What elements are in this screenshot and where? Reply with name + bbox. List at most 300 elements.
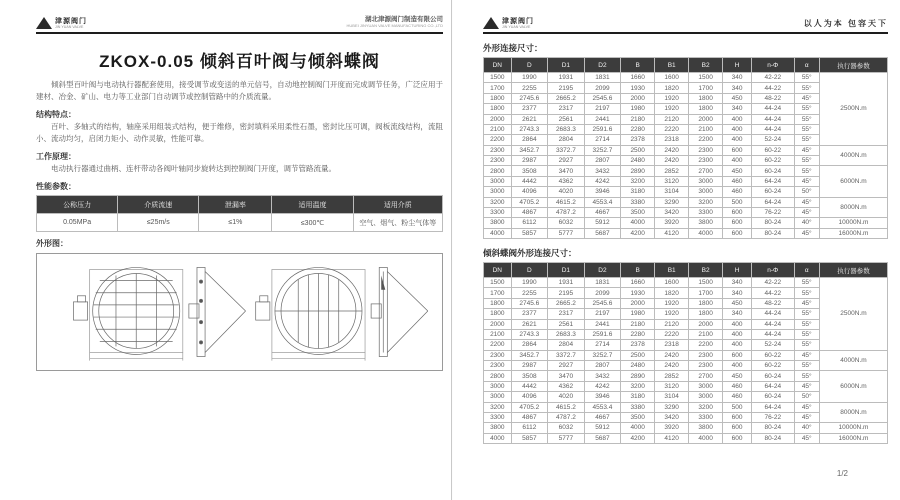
table-cell: 4667 <box>584 207 621 217</box>
table-cell: 44-24 <box>752 319 794 329</box>
table-cell: 1930 <box>621 288 655 298</box>
table-cell: 3200 <box>689 402 723 412</box>
table-cell: 4615.2 <box>548 402 585 412</box>
table-cell: 2300 <box>484 145 512 155</box>
table-cell: 2300 <box>484 156 512 166</box>
table-cell: 2683.3 <box>548 329 585 339</box>
table-cell: 55° <box>794 104 819 114</box>
table-cell: 340 <box>723 309 752 319</box>
table-cell: 2280 <box>621 124 655 134</box>
table-cell: 2807 <box>584 156 621 166</box>
company-subtitle: HUBEI JINYUAN VALVE MANUFACTURING CO.,LTD <box>346 23 443 29</box>
table-cell: 2180 <box>621 319 655 329</box>
table-cell: 3500 <box>621 207 655 217</box>
table-cell: 3470 <box>548 371 585 381</box>
table-cell: 2683.3 <box>548 124 585 134</box>
table-cell: 44-24 <box>752 329 794 339</box>
table-cell: 2420 <box>655 350 689 360</box>
table-cell: 450 <box>723 93 752 103</box>
table-cell: 2300 <box>689 145 723 155</box>
table-cell: 4553.4 <box>584 402 621 412</box>
table-cell: 3500 <box>621 412 655 422</box>
table-cell: 80-24 <box>752 228 794 238</box>
table-cell: 340 <box>723 104 752 114</box>
table-cell: 3200 <box>689 197 723 207</box>
table-cell: 2000 <box>484 114 512 124</box>
table-cell: 60-22 <box>752 350 794 360</box>
logo-text-block <box>502 18 534 29</box>
table-cell: 2561 <box>548 114 585 124</box>
table-cell: 2000 <box>484 319 512 329</box>
actuator-parameter-cell: 2500N.m <box>819 278 887 351</box>
table-cell: 4705.2 <box>511 402 548 412</box>
table-row <box>484 433 888 443</box>
table-cell: 2743.3 <box>511 124 548 134</box>
table-cell: 2120 <box>655 319 689 329</box>
table-cell: 55° <box>794 371 819 381</box>
table-cell: 55° <box>794 156 819 166</box>
table-cell: 3470 <box>548 166 585 176</box>
logo-subtitle: JIN YUAN VALVE <box>55 23 84 29</box>
table-cell: 600 <box>723 412 752 422</box>
table-cell: 4867 <box>511 207 548 217</box>
table-cell: 52-24 <box>752 135 794 145</box>
table-cell: ≤300℃ <box>272 214 353 232</box>
table-cell: 4362 <box>548 176 585 186</box>
table-cell: 450 <box>723 371 752 381</box>
table-cell: 2864 <box>511 340 548 350</box>
table-cell: 1931 <box>548 73 585 83</box>
table-cell: 3800 <box>484 218 512 228</box>
table-cell: 1831 <box>584 73 621 83</box>
table-cell: 48-22 <box>752 93 794 103</box>
table-cell: 3800 <box>689 218 723 228</box>
table-cell: 1600 <box>655 278 689 288</box>
table-cell: 3000 <box>689 392 723 402</box>
table-cell: 2180 <box>621 114 655 124</box>
table-cell: 1980 <box>621 309 655 319</box>
table-cell: 40° <box>794 423 819 433</box>
table-cell: 2852 <box>655 371 689 381</box>
table-cell: 42-22 <box>752 278 794 288</box>
brand-logo <box>483 17 534 29</box>
table-cell: 3200 <box>484 402 512 412</box>
table-cell: 5777 <box>548 228 585 238</box>
table-cell: 3120 <box>655 381 689 391</box>
intro-paragraph: 倾斜型百叶阀与电动执行器配套使用，接受调节或变送的单元信号，自动地控制阀门开度而完成调节任务，广泛应用于建材、冶金、矿山、电力等工业部门自动调节或控制管路中的介质流量。 <box>36 80 443 101</box>
table-cell: 500 <box>723 402 752 412</box>
table-cell: 2665.2 <box>548 298 585 308</box>
table-cell: 3104 <box>655 187 689 197</box>
table-cell: 2195 <box>548 288 585 298</box>
table-cell: 3300 <box>484 207 512 217</box>
table-cell: 600 <box>723 145 752 155</box>
table-cell: 1800 <box>484 298 512 308</box>
column-header: H <box>723 263 752 278</box>
table-cell: 60-24 <box>752 371 794 381</box>
table-cell: 3800 <box>689 423 723 433</box>
column-header: α <box>794 263 819 278</box>
table-cell: 1990 <box>511 73 548 83</box>
page-right-header <box>483 14 888 34</box>
table-cell: 400 <box>723 329 752 339</box>
table-cell: 1500 <box>484 73 512 83</box>
table-cell: 340 <box>723 278 752 288</box>
section-heading-performance: 性能参数： <box>36 182 76 191</box>
table-cell: 45° <box>794 350 819 360</box>
section-heading-structure: 结构特点： <box>36 110 76 119</box>
table-cell: 2377 <box>511 104 548 114</box>
actuator-parameter-cell: 16000N.m <box>819 228 887 238</box>
table-cell: 64-24 <box>752 197 794 207</box>
table-cell: 3432 <box>584 371 621 381</box>
table-cell: 4242 <box>584 381 621 391</box>
table-cell: 2890 <box>621 371 655 381</box>
table-cell: 45° <box>794 298 819 308</box>
table-cell: 空气、烟气、粉尘气体等 <box>353 214 442 232</box>
table-cell: 5912 <box>584 218 621 228</box>
table-cell: 2441 <box>584 319 621 329</box>
table-cell: 2300 <box>689 350 723 360</box>
table-row <box>484 350 888 360</box>
table-cell: 3200 <box>484 197 512 207</box>
table-cell: 2714 <box>584 135 621 145</box>
column-header: B2 <box>689 58 723 73</box>
table-cell: 2420 <box>655 145 689 155</box>
table-cell: 55° <box>794 135 819 145</box>
actuator-parameter-cell: 2500N.m <box>819 73 887 146</box>
table-cell: 3200 <box>621 176 655 186</box>
column-header: 泄漏率 <box>199 196 272 214</box>
table-cell: 3000 <box>689 381 723 391</box>
table-cell: 1920 <box>655 104 689 114</box>
page-number: 1/2 <box>836 469 848 478</box>
table-cell: 80-24 <box>752 218 794 228</box>
table-cell: 76-22 <box>752 412 794 422</box>
table-cell: 3000 <box>484 392 512 402</box>
table-cell: 2200 <box>689 135 723 145</box>
table-cell: 2000 <box>689 114 723 124</box>
table-cell: 55° <box>794 329 819 339</box>
table-cell: 60-24 <box>752 166 794 176</box>
column-header: n-Φ <box>752 58 794 73</box>
table-row <box>484 73 888 83</box>
table-cell: 1931 <box>548 278 585 288</box>
table-cell: 55° <box>794 83 819 93</box>
table-cell: 2441 <box>584 114 621 124</box>
table-cell: 2545.6 <box>584 298 621 308</box>
table-cell: 45° <box>794 381 819 391</box>
table-cell: 3120 <box>655 176 689 186</box>
butterfly-valve-dimension-table <box>483 262 888 444</box>
column-header: 适用温度 <box>272 196 353 214</box>
column-header: D2 <box>584 58 621 73</box>
table-cell: 4242 <box>584 176 621 186</box>
logo-name: 津源阀门 <box>55 17 87 25</box>
logo-subtitle: JIN YUAN VALVE <box>502 23 531 29</box>
table-cell: 1700 <box>484 83 512 93</box>
table-cell: 2200 <box>689 340 723 350</box>
table-cell: 3290 <box>655 402 689 412</box>
table-cell: 400 <box>723 340 752 350</box>
table-cell: 4120 <box>655 433 689 443</box>
table-cell: 4362 <box>548 381 585 391</box>
table-cell: 4000 <box>484 228 512 238</box>
table-cell: 340 <box>723 83 752 93</box>
table-cell: 50° <box>794 392 819 402</box>
table-row <box>484 218 888 228</box>
table-cell: 3290 <box>655 197 689 207</box>
logo-name: 津源阀门 <box>502 17 534 25</box>
actuator-parameter-cell: 6000N.m <box>819 371 887 402</box>
table-cell: 4000 <box>484 433 512 443</box>
column-header: 执行器参数 <box>819 263 887 278</box>
table-cell: 45° <box>794 197 819 207</box>
table-cell: 4020 <box>548 187 585 197</box>
table-cell: 55° <box>794 309 819 319</box>
column-header: D <box>511 263 548 278</box>
table-cell: 55° <box>794 114 819 124</box>
table-cell: 450 <box>723 298 752 308</box>
table-cell: 1800 <box>689 93 723 103</box>
table-cell: 3508 <box>511 371 548 381</box>
column-header: D1 <box>548 263 585 278</box>
table-cell: 2621 <box>511 114 548 124</box>
valve-technical-drawing <box>37 254 442 370</box>
table-row <box>484 423 888 433</box>
table-cell: 3252.7 <box>584 145 621 155</box>
louver-valve-front-view <box>73 267 182 360</box>
table-cell: 2099 <box>584 288 621 298</box>
table-cell: 3180 <box>621 187 655 197</box>
table-row <box>484 371 888 381</box>
table-cell: 2195 <box>548 83 585 93</box>
table-cell: 44-22 <box>752 83 794 93</box>
table-cell: 2317 <box>548 104 585 114</box>
table-cell: 1831 <box>584 278 621 288</box>
table-cell: 4200 <box>621 228 655 238</box>
table-cell: 4096 <box>511 392 548 402</box>
table-cell: 2864 <box>511 135 548 145</box>
table-cell: 55° <box>794 124 819 134</box>
table-cell: 1660 <box>621 278 655 288</box>
table-cell: 2280 <box>621 329 655 339</box>
table-cell: 2099 <box>584 83 621 93</box>
table-cell: 45° <box>794 145 819 155</box>
table-cell: 4442 <box>511 176 548 186</box>
column-header: DN <box>484 58 512 73</box>
table-cell: 3508 <box>511 166 548 176</box>
table-row <box>484 278 888 288</box>
logo-triangle-icon <box>483 17 499 29</box>
column-header: D2 <box>584 263 621 278</box>
louver-valve-side-view <box>189 267 246 356</box>
table-cell: 600 <box>723 433 752 443</box>
column-header: B <box>621 58 655 73</box>
table-cell: 2480 <box>621 361 655 371</box>
table-cell: 3920 <box>655 423 689 433</box>
table-cell: 400 <box>723 156 752 166</box>
table-cell: 4787.2 <box>548 207 585 217</box>
table-cell: 340 <box>723 288 752 298</box>
table-cell: 1800 <box>484 93 512 103</box>
column-header: 执行器参数 <box>819 58 887 73</box>
table-cell: 450 <box>723 166 752 176</box>
table-header-row <box>484 58 888 73</box>
table-cell: 45° <box>794 207 819 217</box>
table-cell: 1700 <box>689 288 723 298</box>
table-cell: 3432 <box>584 166 621 176</box>
table-cell: 6112 <box>511 423 548 433</box>
table-cell: 3946 <box>584 187 621 197</box>
table-cell: ≤25m/s <box>118 214 199 232</box>
column-header: D1 <box>548 58 585 73</box>
table-cell: 4120 <box>655 228 689 238</box>
table-cell: 2100 <box>689 329 723 339</box>
table-cell: 52-24 <box>752 340 794 350</box>
table-header-row <box>484 263 888 278</box>
table-cell: 400 <box>723 135 752 145</box>
table-cell: 44-24 <box>752 309 794 319</box>
table-cell: 2200 <box>484 340 512 350</box>
table-cell: 64-24 <box>752 381 794 391</box>
table-cell: 1600 <box>655 73 689 83</box>
table-row <box>484 228 888 238</box>
table-cell: 4705.2 <box>511 197 548 207</box>
table-cell: 2100 <box>689 124 723 134</box>
louver-valve-dimension-table <box>483 57 888 239</box>
table-cell: 1800 <box>484 104 512 114</box>
table-cell: 5687 <box>584 228 621 238</box>
brand-logo <box>36 17 87 29</box>
table-cell: 2987 <box>511 156 548 166</box>
table-cell: 60-24 <box>752 187 794 197</box>
column-header: α <box>794 58 819 73</box>
table-cell: 6112 <box>511 218 548 228</box>
table-cell: 2800 <box>484 371 512 381</box>
actuator-parameter-cell: 4000N.m <box>819 350 887 371</box>
table-cell: 55° <box>794 319 819 329</box>
column-header: 介质流速 <box>118 196 199 214</box>
table-cell: 400 <box>723 361 752 371</box>
table-cell: 2700 <box>689 166 723 176</box>
column-header: B <box>621 263 655 278</box>
table-cell: 3000 <box>689 176 723 186</box>
table-cell: 4020 <box>548 392 585 402</box>
table-cell: 3252.7 <box>584 350 621 360</box>
table-cell: 2927 <box>548 156 585 166</box>
table-cell: 1500 <box>689 278 723 288</box>
table-cell: 80-24 <box>752 433 794 443</box>
table-cell: 2700 <box>689 371 723 381</box>
table-cell: 5857 <box>511 228 548 238</box>
table-cell: 2000 <box>621 298 655 308</box>
table-cell: 2807 <box>584 361 621 371</box>
performance-table <box>36 195 443 232</box>
column-header: B2 <box>689 263 723 278</box>
table-cell: 340 <box>723 73 752 83</box>
table-cell: 600 <box>723 218 752 228</box>
table-cell: 44-24 <box>752 124 794 134</box>
table-cell: 2300 <box>689 156 723 166</box>
outline-drawing-box <box>36 253 443 371</box>
table-header-row <box>37 196 443 214</box>
table-cell: 460 <box>723 187 752 197</box>
table-cell: 45° <box>794 93 819 103</box>
table-cell: 2800 <box>484 166 512 176</box>
table-cell: 2420 <box>655 361 689 371</box>
table-cell: 45° <box>794 176 819 186</box>
table-cell: 2378 <box>621 135 655 145</box>
company-name: 湖北津源阀门制造有限公司 <box>365 16 443 24</box>
table-cell: 460 <box>723 176 752 186</box>
table-cell: 2745.6 <box>511 93 548 103</box>
table-cell: 55° <box>794 340 819 350</box>
table-cell: 6032 <box>548 218 585 228</box>
table-cell: 1500 <box>689 73 723 83</box>
table-cell: 4096 <box>511 187 548 197</box>
table-row <box>484 145 888 155</box>
table-cell: 60-24 <box>752 392 794 402</box>
table-cell: 4000 <box>621 218 655 228</box>
table-cell: 5857 <box>511 433 548 443</box>
table-cell: 2743.3 <box>511 329 548 339</box>
column-header: B1 <box>655 263 689 278</box>
table-cell: 1660 <box>621 73 655 83</box>
table-cell: 1980 <box>621 104 655 114</box>
section-heading-outline: 外形图： <box>36 239 68 248</box>
table-cell: 3372.7 <box>548 350 585 360</box>
principle-paragraph: 电动执行器通过曲柄、连杆带动各阀叶轴同步旋转达到控制阀门开度，调节管路流量。 <box>51 164 336 173</box>
table-cell: 55° <box>794 361 819 371</box>
table-row <box>484 402 888 412</box>
table-cell: 2665.2 <box>548 93 585 103</box>
table-cell: 2120 <box>655 114 689 124</box>
table-cell: 2300 <box>484 361 512 371</box>
table-cell: 2255 <box>511 83 548 93</box>
table-cell: 2927 <box>548 361 585 371</box>
table-cell: 600 <box>723 423 752 433</box>
table-cell: 4200 <box>621 433 655 443</box>
table-cell: 1800 <box>689 104 723 114</box>
table-cell: 2987 <box>511 361 548 371</box>
actuator-parameter-cell: 4000N.m <box>819 145 887 166</box>
table-cell: 2561 <box>548 319 585 329</box>
table-cell: 4667 <box>584 412 621 422</box>
table-row <box>484 166 888 176</box>
table-cell: 55° <box>794 288 819 298</box>
table-cell: 2852 <box>655 166 689 176</box>
table-cell: 4553.4 <box>584 197 621 207</box>
table-cell: 55° <box>794 73 819 83</box>
table-cell: 2318 <box>655 340 689 350</box>
table-cell: 3180 <box>621 392 655 402</box>
table-cell: 1500 <box>484 278 512 288</box>
table-cell: 2317 <box>548 309 585 319</box>
table-cell: 40° <box>794 218 819 228</box>
table-cell: 3104 <box>655 392 689 402</box>
page-left-header <box>36 14 443 34</box>
actuator-parameter-cell: 6000N.m <box>819 166 887 197</box>
table-cell: 2500 <box>621 350 655 360</box>
table-cell: 3800 <box>484 423 512 433</box>
table-cell: 2220 <box>655 329 689 339</box>
table-cell: 3380 <box>621 197 655 207</box>
table-cell: 3000 <box>689 187 723 197</box>
dimension-table-title: 外形连接尺寸： <box>483 43 543 53</box>
table-cell: 2300 <box>689 361 723 371</box>
header-slogan: 以人为本 包容天下 <box>803 19 888 28</box>
